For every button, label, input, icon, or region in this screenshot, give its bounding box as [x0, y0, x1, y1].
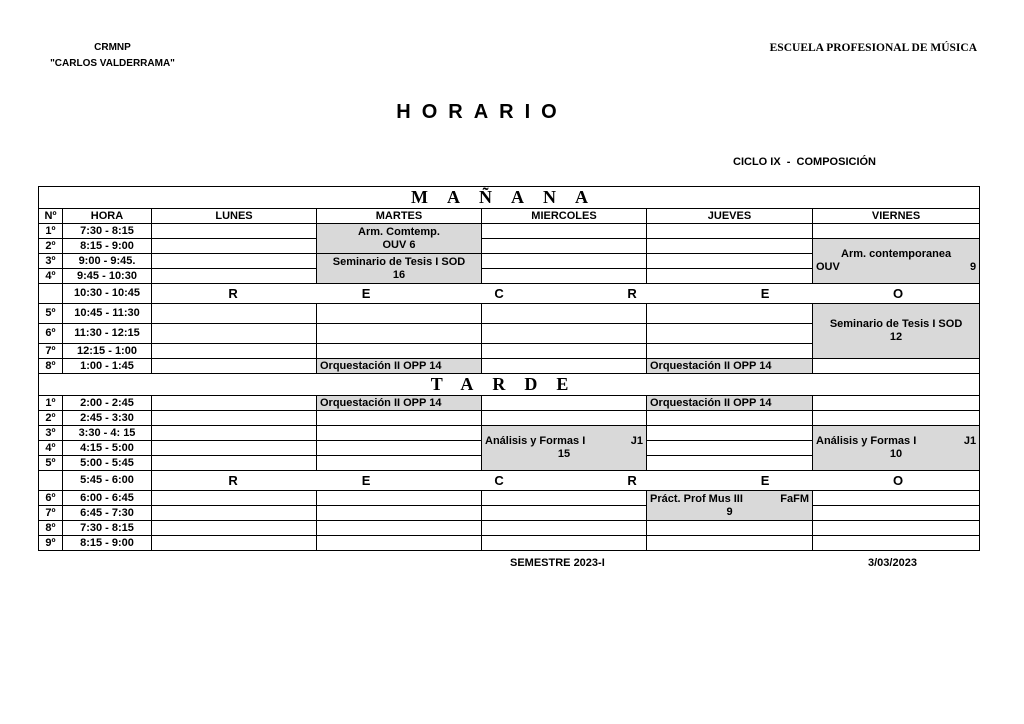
- recreo-label: [152, 471, 980, 491]
- course-num: 10: [889, 448, 903, 460]
- course-code: J1: [963, 435, 977, 447]
- cell-empty: [152, 344, 317, 359]
- course-code: OUV: [816, 261, 840, 273]
- cell-empty: [482, 324, 647, 344]
- row-num: 3º: [39, 254, 63, 269]
- cell-empty: [152, 536, 317, 551]
- table-row: [39, 491, 980, 506]
- cell-empty: [152, 239, 317, 254]
- column-header-row: [39, 209, 980, 224]
- row-hora: 7:30 - 8:15: [63, 521, 152, 536]
- recreo-letter: R: [228, 286, 238, 301]
- cell-empty: [152, 254, 317, 269]
- row-hora: 5:00 - 5:45: [63, 456, 152, 471]
- cell-empty: [647, 441, 813, 456]
- cell-empty: [482, 536, 647, 551]
- table-row: [39, 521, 980, 536]
- col-header-miercoles: MIERCOLES: [482, 209, 647, 224]
- row-num: [39, 284, 63, 304]
- table-row: [39, 536, 980, 551]
- cell-empty: [317, 456, 482, 471]
- col-header-num: Nº: [39, 209, 63, 224]
- row-num: 8º: [39, 521, 63, 536]
- course-orquestacion-jueves: Orquestación II OPP 14: [647, 359, 813, 374]
- recreo-letter: E: [760, 473, 770, 488]
- course-num: 12: [889, 331, 903, 343]
- recreo-letter: C: [494, 286, 504, 301]
- row-hora: 4:15 - 5:00: [63, 441, 152, 456]
- cell-empty: [152, 506, 317, 521]
- course-sem-tesis-martes: [317, 254, 482, 284]
- row-num: 1º: [39, 224, 63, 239]
- course-name: Seminario de Tesis I SOD: [829, 318, 963, 330]
- cell-empty: [482, 254, 647, 269]
- course-num: 9: [969, 261, 977, 273]
- cell-empty: [317, 506, 482, 521]
- table-row: [39, 411, 980, 426]
- cell-empty: [152, 491, 317, 506]
- course-sem-tesis-viernes: [813, 304, 980, 359]
- section-morning-title: MAÑANA: [39, 187, 980, 209]
- row-num: 3º: [39, 426, 63, 441]
- cell-empty: [647, 344, 813, 359]
- table-row: [39, 506, 980, 521]
- cell-empty: [317, 344, 482, 359]
- row-num: 1º: [39, 396, 63, 411]
- course-arm-contemp-martes: [317, 224, 482, 254]
- institution-name: CRMNP: [94, 42, 131, 53]
- section-afternoon-title: TARDE: [39, 374, 980, 396]
- schedule-table: [38, 186, 980, 551]
- course-num: 15: [557, 448, 571, 460]
- course-name: Arm. Comtemp.: [358, 225, 440, 238]
- col-header-viernes: VIERNES: [813, 209, 980, 224]
- course-code: J1: [630, 435, 643, 447]
- cell-empty: [152, 426, 317, 441]
- table-row: [39, 396, 980, 411]
- cell-empty: [317, 426, 482, 441]
- cell-empty: [647, 304, 813, 324]
- cell-empty: [482, 304, 647, 324]
- cell-empty: [482, 506, 647, 521]
- course-code: FaFM: [780, 492, 809, 505]
- cell-empty: [482, 269, 647, 284]
- row-hora: 6:45 - 7:30: [63, 506, 152, 521]
- row-hora: 10:30 - 10:45: [63, 284, 152, 304]
- row-num: 9º: [39, 536, 63, 551]
- row-hora: 8:15 - 9:00: [63, 536, 152, 551]
- cell-empty: [482, 239, 647, 254]
- course-orquestacion-martes: Orquestación II OPP 14: [317, 359, 482, 374]
- cell-empty: [152, 359, 317, 374]
- cell-empty: [152, 441, 317, 456]
- row-hora: 8:15 - 9:00: [63, 239, 152, 254]
- course-arm-contemp-viernes: [813, 239, 980, 284]
- recreo-letter: R: [228, 473, 238, 488]
- row-hora: 9:00 - 9:45.: [63, 254, 152, 269]
- cell-empty: [647, 269, 813, 284]
- cell-empty: [813, 491, 980, 506]
- cell-empty: [317, 304, 482, 324]
- cell-empty: [813, 506, 980, 521]
- recreo-label: [152, 284, 980, 304]
- cell-empty: [317, 536, 482, 551]
- row-hora: 2:45 - 3:30: [63, 411, 152, 426]
- course-name: Seminario de Tesis I SOD: [332, 255, 466, 268]
- course-analisis-miercoles: [482, 426, 647, 471]
- recreo-letter: R: [627, 473, 637, 488]
- row-hora: 2:00 - 2:45: [63, 396, 152, 411]
- row-num: 2º: [39, 411, 63, 426]
- course-name: Práct. Prof Mus III: [650, 492, 743, 505]
- cell-empty: [152, 521, 317, 536]
- cell-empty: [152, 224, 317, 239]
- recreo-letter: E: [760, 286, 770, 301]
- course-name: Análisis y Formas I: [816, 435, 917, 447]
- cell-empty: [813, 536, 980, 551]
- cell-empty: [482, 411, 647, 426]
- row-hora: 6:00 - 6:45: [63, 491, 152, 506]
- row-num: 5º: [39, 304, 63, 324]
- cell-empty: [317, 441, 482, 456]
- row-num: 2º: [39, 239, 63, 254]
- cell-empty: [317, 411, 482, 426]
- cell-empty: [482, 491, 647, 506]
- cell-empty: [647, 456, 813, 471]
- recreo-letter: O: [892, 473, 904, 488]
- cell-empty: [482, 359, 647, 374]
- course-code: OUV 6: [382, 238, 416, 251]
- course-num: 9: [726, 505, 733, 518]
- cell-empty: [152, 411, 317, 426]
- table-row: [39, 304, 980, 324]
- recreo-letter: E: [361, 473, 371, 488]
- row-hora: 3:30 - 4: 15: [63, 426, 152, 441]
- col-header-hora: HORA: [63, 209, 152, 224]
- row-num: 6º: [39, 491, 63, 506]
- page-title: HORARIO: [396, 101, 568, 123]
- cell-empty: [647, 521, 813, 536]
- table-row: [39, 224, 980, 239]
- cell-empty: [813, 411, 980, 426]
- course-name: Arm. contemporanea: [841, 248, 952, 260]
- table-row: [39, 239, 980, 254]
- table-row: [39, 359, 980, 374]
- cell-empty: [813, 521, 980, 536]
- recreo-letter: E: [361, 286, 371, 301]
- row-num: 4º: [39, 269, 63, 284]
- cell-empty: [647, 426, 813, 441]
- row-num: 7º: [39, 344, 63, 359]
- institution-subname: "CARLOS VALDERRAMA": [50, 58, 175, 69]
- cell-empty: [152, 324, 317, 344]
- recreo-letter: R: [627, 286, 637, 301]
- col-header-jueves: JUEVES: [647, 209, 813, 224]
- row-hora: 1:00 - 1:45: [63, 359, 152, 374]
- course-num: 16: [392, 268, 406, 281]
- row-hora: 10:45 - 11:30: [63, 304, 152, 324]
- cell-empty: [813, 359, 980, 374]
- row-hora: 9:45 - 10:30: [63, 269, 152, 284]
- cell-empty: [647, 224, 813, 239]
- cell-empty: [317, 324, 482, 344]
- recreo-letter: C: [494, 473, 504, 488]
- cell-empty: [647, 324, 813, 344]
- cell-empty: [647, 411, 813, 426]
- row-num: 7º: [39, 506, 63, 521]
- row-num: 4º: [39, 441, 63, 456]
- cell-empty: [813, 224, 980, 239]
- footer-semestre: SEMESTRE 2023-I: [510, 557, 605, 569]
- cell-empty: [482, 344, 647, 359]
- cell-empty: [152, 269, 317, 284]
- cell-empty: [152, 396, 317, 411]
- cell-empty: [317, 491, 482, 506]
- course-name: Análisis y Formas I: [485, 435, 586, 447]
- row-hora: 5:45 - 6:00: [63, 471, 152, 491]
- col-header-lunes: LUNES: [152, 209, 317, 224]
- row-hora: 7:30 - 8:15: [63, 224, 152, 239]
- cell-empty: [647, 254, 813, 269]
- table-row: [39, 426, 980, 441]
- cell-empty: [482, 521, 647, 536]
- col-header-martes: MARTES: [317, 209, 482, 224]
- cell-empty: [152, 456, 317, 471]
- row-hora: 11:30 - 12:15: [63, 324, 152, 344]
- school-name: ESCUELA PROFESIONAL DE MÚSICA: [769, 42, 977, 54]
- cell-empty: [152, 304, 317, 324]
- footer-date: 3/03/2023: [868, 557, 917, 569]
- row-num: 8º: [39, 359, 63, 374]
- cell-empty: [482, 396, 647, 411]
- row-num: [39, 471, 63, 491]
- course-pract-jueves: [647, 491, 813, 521]
- cell-empty: [813, 396, 980, 411]
- cell-empty: [482, 224, 647, 239]
- recreo-row: [39, 471, 980, 491]
- row-hora: 12:15 - 1:00: [63, 344, 152, 359]
- row-num: 6º: [39, 324, 63, 344]
- ciclo-label: CICLO IX - COMPOSICIÓN: [733, 156, 877, 168]
- course-orquestacion-martes-tarde: Orquestación II OPP 14: [317, 396, 482, 411]
- row-num: 5º: [39, 456, 63, 471]
- cell-empty: [647, 239, 813, 254]
- cell-empty: [647, 536, 813, 551]
- recreo-row: [39, 284, 980, 304]
- cell-empty: [317, 521, 482, 536]
- course-orquestacion-jueves-tarde: Orquestación II OPP 14: [647, 396, 813, 411]
- course-analisis-viernes: [813, 426, 980, 471]
- recreo-letter: O: [892, 286, 904, 301]
